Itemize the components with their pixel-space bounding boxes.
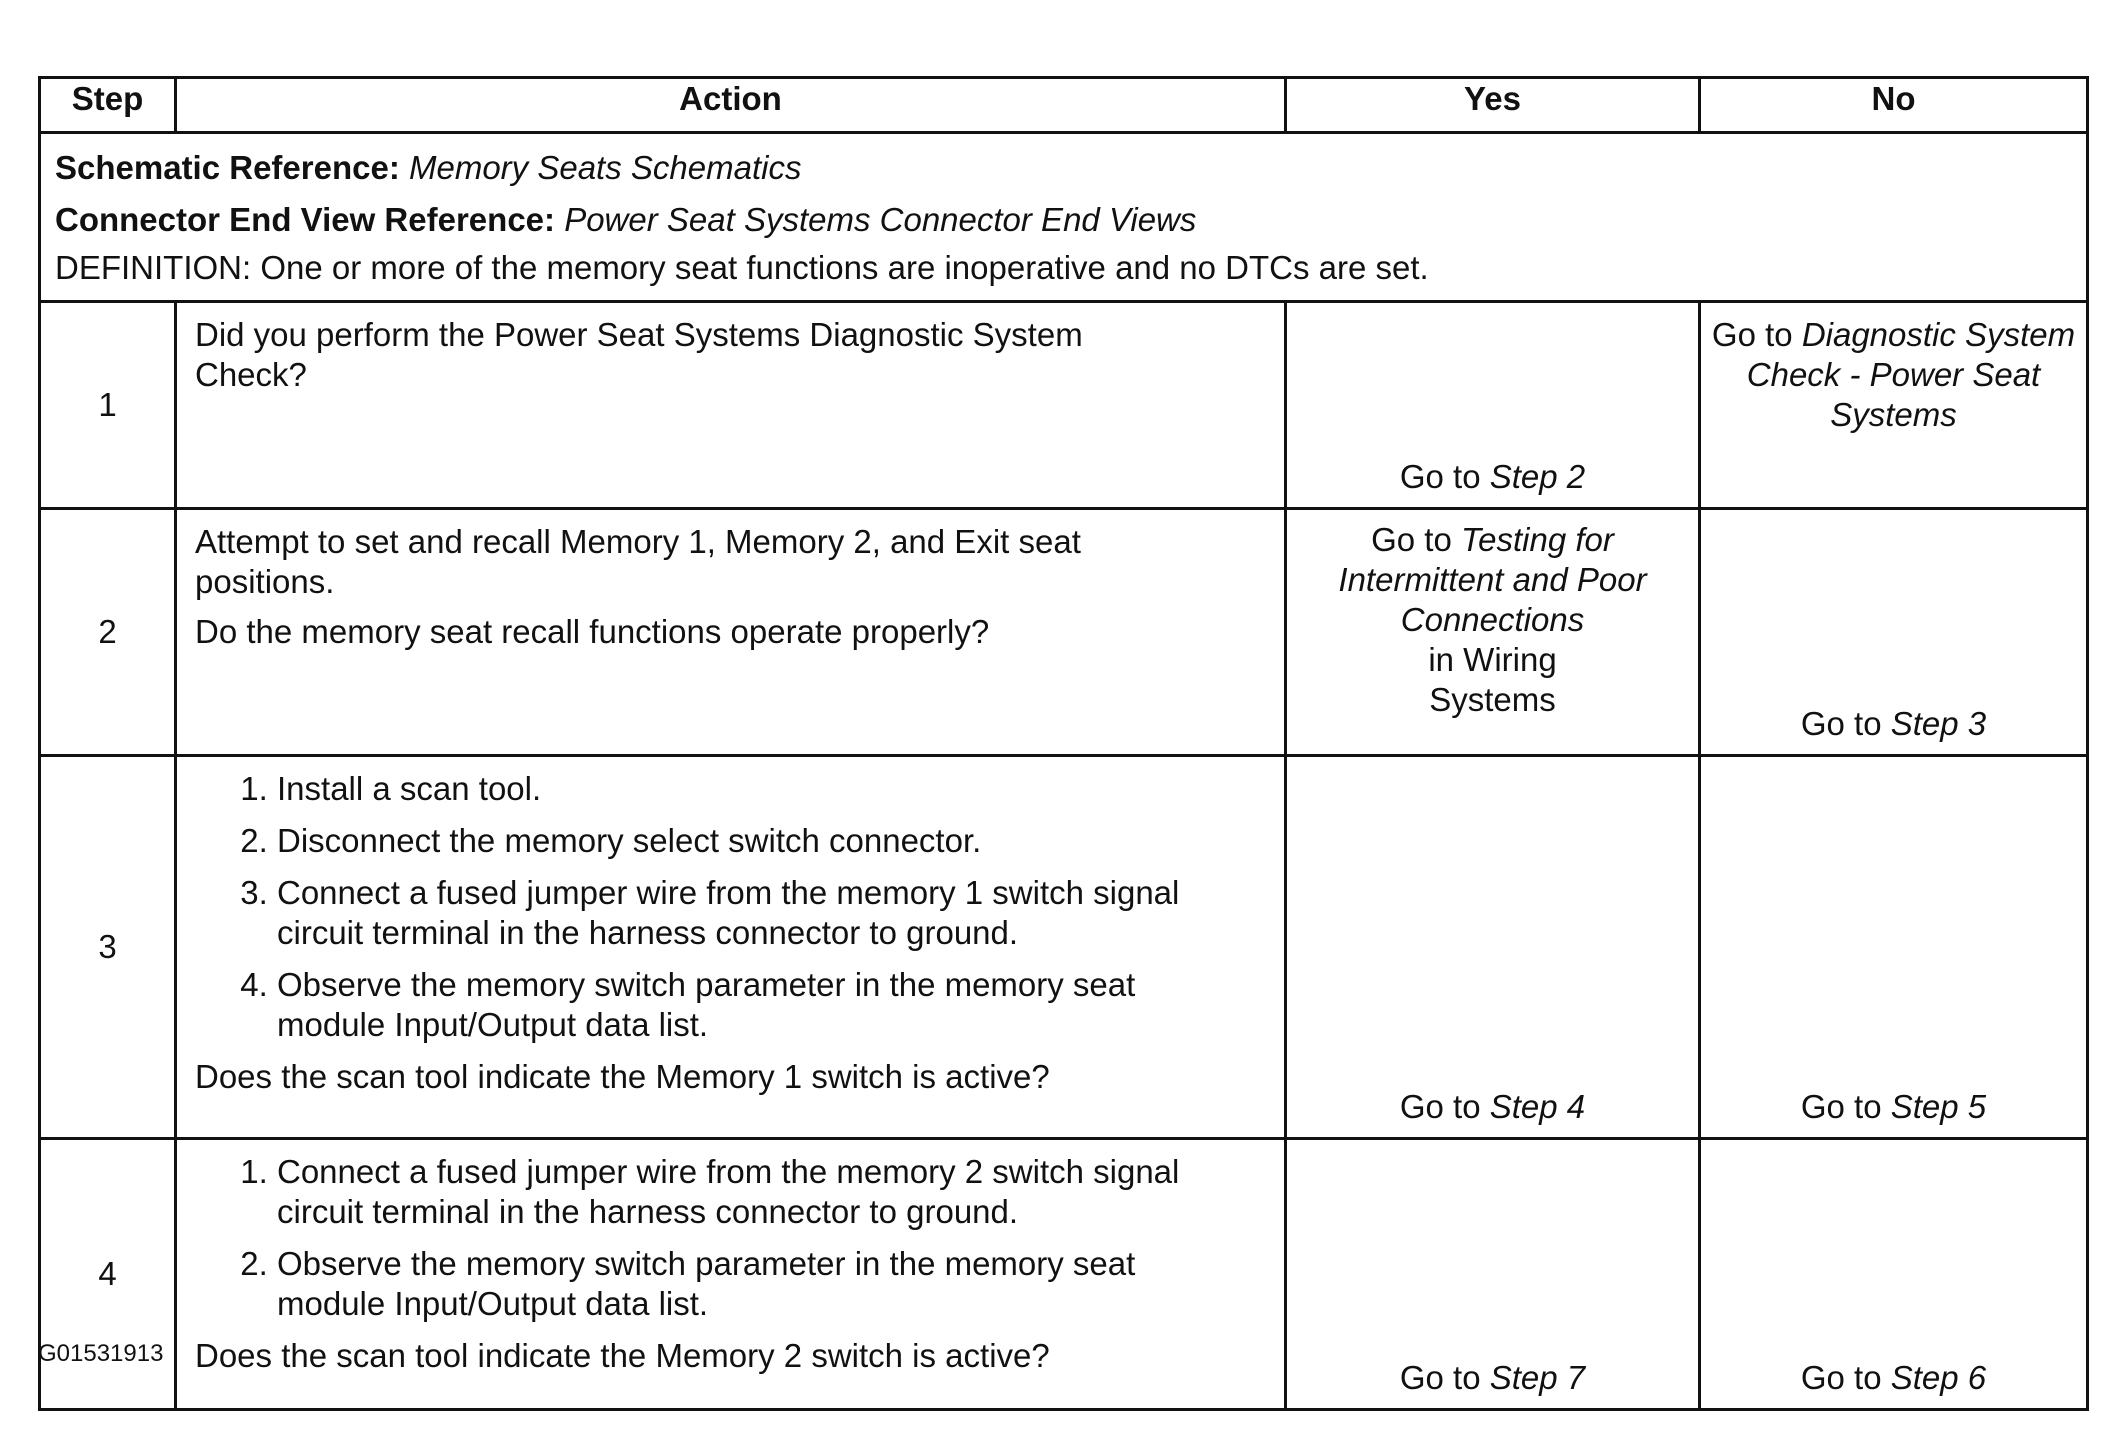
table-row <box>40 302 2088 509</box>
no-cell <box>1700 302 2088 509</box>
no-cell <box>1700 509 2088 756</box>
no-prefix: Go to <box>1800 1359 1891 1396</box>
table-row <box>40 1139 2088 1410</box>
action-instruction: Attempt to set and recall Memory 1, Memory 2, and Exit seat positions. <box>195 523 1081 600</box>
action-cell <box>176 302 1286 509</box>
header-yes: Yes <box>1286 78 1700 133</box>
yes-target-link[interactable]: Step 2 <box>1489 458 1586 495</box>
no-target-link[interactable]: Step 3 <box>1890 705 1987 742</box>
yes-target-link[interactable]: Step 7 <box>1489 1359 1586 1396</box>
header-step: Step <box>40 78 176 133</box>
action-question: Does the scan tool indicate the Memory 1 switch is active? <box>195 1058 1050 1095</box>
no-cell <box>1700 1139 2088 1410</box>
yes-cell <box>1286 756 1700 1139</box>
action-cell <box>176 509 1286 756</box>
step-number: 1 <box>40 302 176 509</box>
action-question: Does the scan tool indicate the Memory 2 switch is active? <box>195 1337 1050 1374</box>
procedure-step: 4. Observe the memory switch parameter in the memory seat module Input/Output data list. <box>277 965 1237 1045</box>
procedure-step: 2. Observe the memory switch parameter in the memory seat module Input/Output data list. <box>277 1244 1237 1324</box>
schematic-reference-label: Schematic Reference: <box>55 149 400 186</box>
figure-id: G01531913 <box>38 1340 164 1367</box>
yes-cell <box>1286 302 1700 509</box>
no-prefix: Go to <box>1800 1088 1891 1125</box>
yes-target-link[interactable]: Step 4 <box>1489 1088 1586 1125</box>
no-target-link[interactable]: Step 5 <box>1890 1088 1987 1125</box>
no-target-link[interactable]: Diagnostic System Check - Power Seat Systems <box>1746 316 2076 433</box>
header-no: No <box>1700 78 2088 133</box>
schematic-reference <box>55 142 2072 194</box>
no-target-link[interactable]: Step 6 <box>1890 1359 1987 1396</box>
connector-reference-link[interactable]: Power Seat Systems Connector End Views <box>564 201 1197 238</box>
procedure-step: 1. Install a scan tool. <box>277 769 1266 809</box>
no-prefix: Go to <box>1800 705 1891 742</box>
yes-cell <box>1286 1139 1700 1410</box>
definition-text: DEFINITION: One or more of the memory seat functions are inoperative and no DTCs are set. <box>55 249 1429 286</box>
action-cell <box>176 756 1286 1139</box>
yes-cell <box>1286 509 1700 756</box>
procedure-step: 2. Disconnect the memory select switch connector. <box>277 821 1266 861</box>
step-number: 4 <box>40 1139 176 1410</box>
action-question: Do the memory seat recall functions operate properly? <box>195 613 990 650</box>
yes-prefix: Go to <box>1399 1088 1490 1125</box>
yes-prefix: Go to <box>1399 458 1490 495</box>
action-cell <box>176 1139 1286 1410</box>
yes-target-link[interactable]: Testing for Intermittent and Poor Connections <box>1338 521 1647 638</box>
header-row <box>40 78 2088 133</box>
no-prefix: Go to <box>1711 316 1802 353</box>
action-question: Did you perform the Power Seat Systems Diagnostic System Check? <box>195 316 1083 393</box>
schematic-reference-link[interactable]: Memory Seats Schematics <box>409 149 802 186</box>
yes-prefix: Go to <box>1399 1359 1490 1396</box>
reference-cell <box>40 133 2088 302</box>
yes-prefix: Go to <box>1371 521 1461 558</box>
step-number: 3 <box>40 756 176 1139</box>
diagnostic-table <box>38 76 2089 1411</box>
table-row <box>40 509 2088 756</box>
procedure-list <box>195 769 1266 1045</box>
table-row <box>40 756 2088 1139</box>
connector-reference <box>55 194 2072 246</box>
procedure-step: 1. Connect a fused jumper wire from the memory 2 switch signal circuit terminal in the harness connector to ground. <box>277 1152 1197 1232</box>
header-action: Action <box>176 78 1286 133</box>
connector-reference-label: Connector End View Reference: <box>55 201 556 238</box>
yes-suffix: in Wiring Systems <box>1428 641 1557 718</box>
no-cell <box>1700 756 2088 1139</box>
reference-row <box>40 133 2088 302</box>
procedure-list <box>195 1152 1266 1324</box>
procedure-step: 3. Connect a fused jumper wire from the memory 1 switch signal circuit terminal in the harness connector to ground. <box>277 873 1197 953</box>
step-number: 2 <box>40 509 176 756</box>
